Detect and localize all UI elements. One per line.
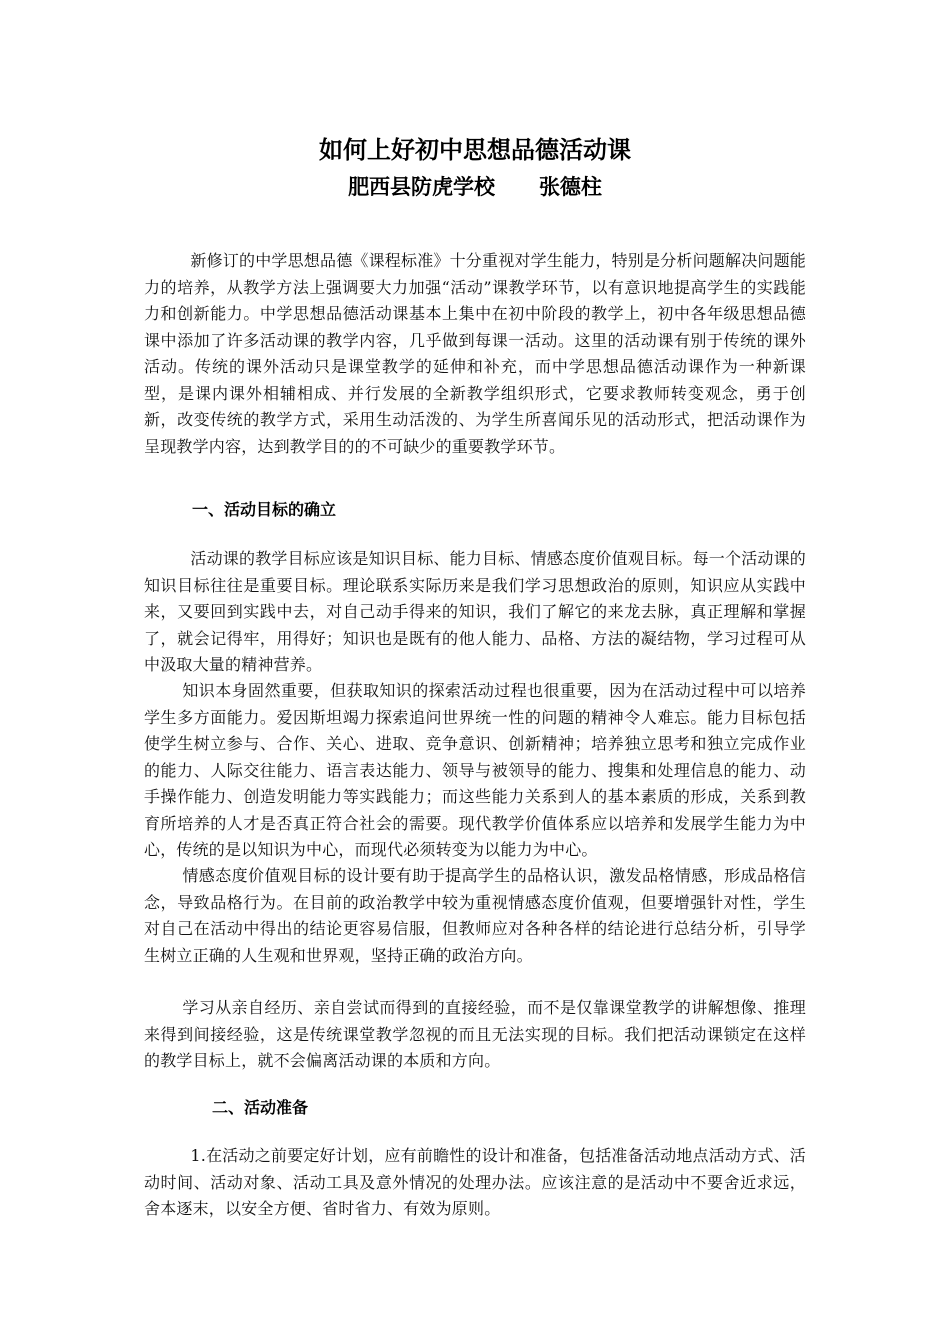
section-heading-goals: 一、活动目标的确立 [192, 500, 337, 519]
goals-paragraph-4: 学习从亲自经历、亲自尝试而得到的直接经验，而不是仅靠课堂教学的讲解想像、推理来得到间接经验，这是传统课堂教学忽视的而且无法实现的目标。我们把活动课锁定在这样的教学目标上，就不会偏离活动课的本质和方向。 [144, 998, 806, 1070]
document-byline [0, 172, 950, 202]
byline-school: 肥西县防虎学校 [348, 175, 496, 199]
preparation-paragraph-1: 1.在活动之前要定好计划，应有前瞻性的设计和准备，包括准备活动地点活动方式、活动时间、活动对象、活动工具及意外情况的处理办法。应该注意的是活动中不要舍近求远，舍本逐末，以安全方便、省时省力、有效为原则。 [144, 1146, 806, 1218]
byline-author: 张德柱 [538, 175, 602, 199]
byline-gap [495, 175, 539, 199]
goals-paragraph-1: 活动课的教学目标应该是知识目标、能力目标、情感态度价值观目标。每一个活动课的知识目标往往是重要目标。理论联系实际历来是我们学习思想政治的原则，知识应从实践中来，又要回到实践中去，对自己动手得来的知识，我们了解它的来龙去脉，真正理解和掌握了，就会记得牢，用得好；知识也是既有的他人能力、品格、方法的凝结物，学习过程可从中汲取大量的精神营养。 [144, 549, 806, 674]
goals-paragraph-3: 情感态度价值观目标的设计要有助于提高学生的品格认识，激发品格情感，形成品格信念，导致品格行为。在目前的政治教学中较为重视情感态度价值观，但要增强针对性，学生对自己在活动中得出的结论更容易信服，但教师应对各种各样的结论进行总结分析，引导学生树立正确的人生观和世界观，坚持正确的政治方向。 [144, 866, 806, 965]
intro-paragraph: 新修订的中学思想品德《课程标准》十分重视对学生能力，特别是分析问题解决问题能力的培养，从教学方法上强调要大力加强“活动”课教学环节，以有意识地提高学生的实践能力和创新能力。中学思想品德活动课基本上集中在初中阶段的教学上，初中各年级思想品德课中添加了许多活动课的教学内容，几乎做到每课一活动。这里的活动课有别于传统的课外活动。传统的课外活动只是课堂教学的延伸和补充，而中学思想品德活动课作为一种新课型，是课内课外相辅相成、并行发展的全新教学组织形式，它要求教师转变观念，勇于创新，改变传统的教学方式，采用生动活泼的、为学生所喜闻乐见的活动形式，把活动课作为呈现教学内容，达到教学目的的不可缺少的重要教学环节。 [144, 251, 806, 456]
document-title: 如何上好初中思想品德活动课 [319, 136, 631, 164]
goals-paragraph-2: 知识本身固然重要，但获取知识的探索活动过程也很重要，因为在活动过程中可以培养学生多方面能力。爱因斯坦竭力探索追问世界统一性的问题的精神令人难忘。能力目标包括使学生树立参与、合作、关心、进取、竞争意识、创新精神；培养独立思考和独立完成作业的能力、人际交往能力、语言表达能力、领导与被领导的能力、搜集和处理信息的能力、动手操作能力、创造发明能力等实践能力；而这些能力关系到人的基本素质的形成，关系到教育所培养的人才是否真正符合社会的需要。现代教学价值体系应以培养和发展学生能力为中心，传统的是以知识为中心，而现代必须转变为以能力为中心。 [144, 681, 806, 859]
section-heading-preparation: 二、活动准备 [212, 1098, 309, 1117]
